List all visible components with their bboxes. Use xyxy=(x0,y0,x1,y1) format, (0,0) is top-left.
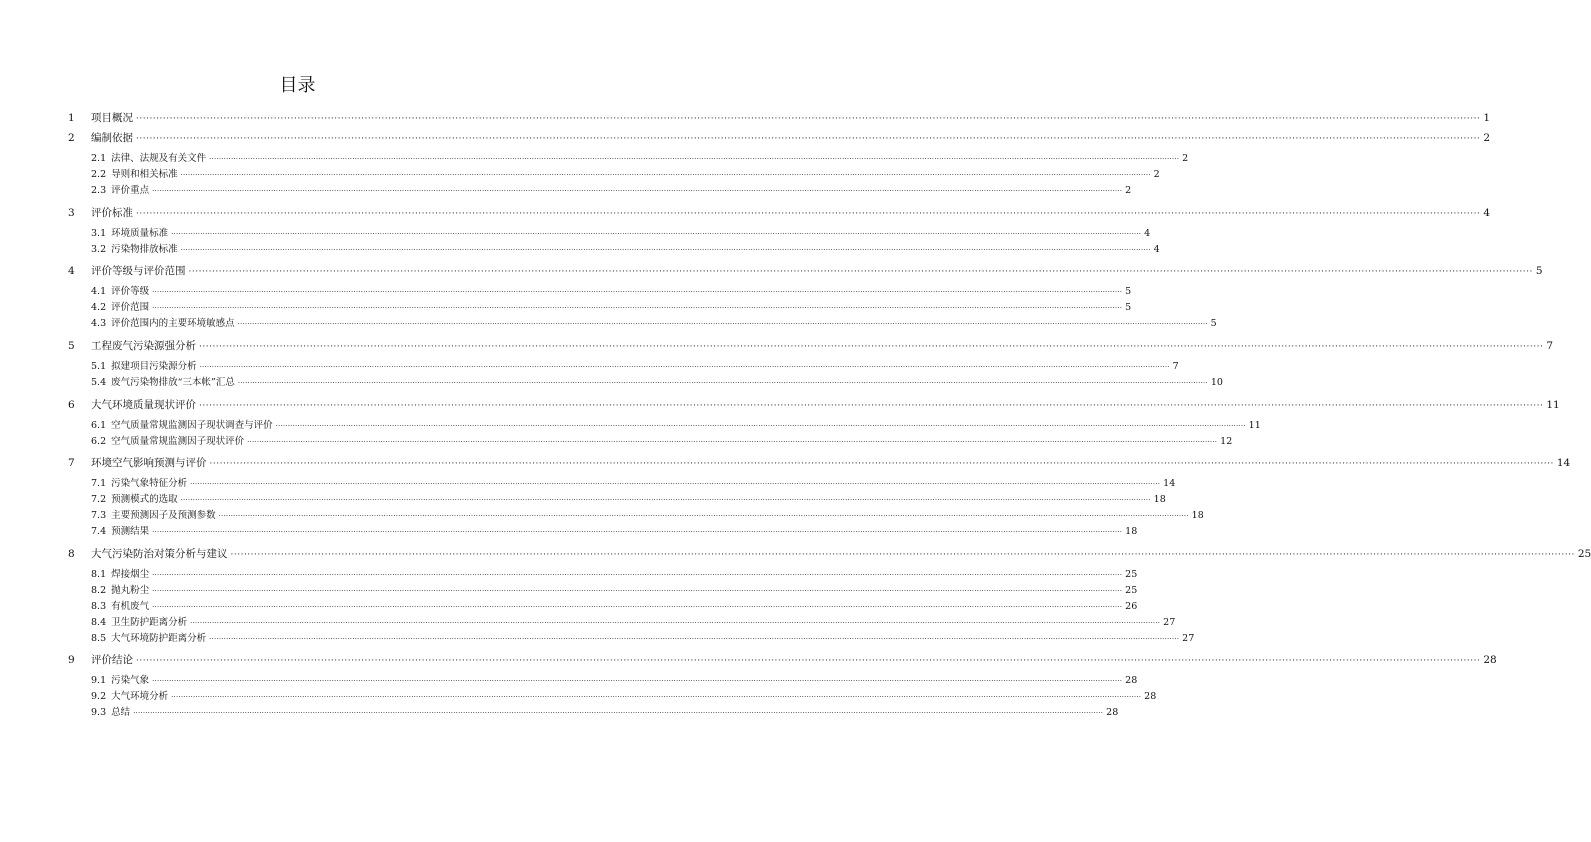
toc-entry-title: 工程废气污染源强分析 xyxy=(91,340,196,352)
toc-entry-title: 有机废气 xyxy=(111,601,150,612)
toc-entry-page-number: 4 xyxy=(1144,228,1151,239)
toc-entry-title: 导则和相关标准 xyxy=(111,169,178,180)
page-title: 目录 xyxy=(279,75,316,96)
toc-dot-leader: ················································································································································································································································································································································································································ xyxy=(152,187,1123,195)
toc-entry-page-number: 5 xyxy=(1125,286,1132,297)
toc-entry-page-number: 2 xyxy=(1153,169,1160,180)
toc-entry-title: 焊接烟尘 xyxy=(111,569,150,580)
toc-dot-leader: ················································································································································································································································································································································································································ xyxy=(209,635,1180,643)
toc-dot-leader: ················································································································································································································································································································································································································ xyxy=(152,571,1123,579)
toc-entry-title: 大气环境防护距离分析 xyxy=(111,633,207,644)
toc-entry-page-number: 5 xyxy=(1210,318,1217,329)
toc-section-entry[interactable] xyxy=(91,616,1176,630)
toc-entry-number: 2 xyxy=(68,132,75,144)
toc-entry-page-number: 11 xyxy=(1546,399,1560,411)
toc-entry-title: 评价结论 xyxy=(91,654,133,666)
toc-section-entry[interactable] xyxy=(91,168,1160,182)
toc-entry-page-number: 26 xyxy=(1125,601,1138,612)
toc-section-entry[interactable] xyxy=(91,317,1217,331)
toc-entry-title: 评价标准 xyxy=(91,207,133,219)
toc-section-entry[interactable] xyxy=(91,690,1157,704)
toc-section-entry[interactable] xyxy=(91,477,1176,491)
toc-entry-page-number: 27 xyxy=(1182,633,1195,644)
toc-entry-number: 8.1 xyxy=(91,569,107,580)
toc-entry-page-number: 11 xyxy=(1248,420,1261,431)
toc-dot-leader: ················································································································································································································································································································································································································ xyxy=(152,587,1123,595)
toc-section-entry[interactable] xyxy=(91,184,1132,198)
toc-entry-title: 大气污染防治对策分析与建议 xyxy=(91,548,228,560)
toc-dot-leader: ················································································································································································································································································································································································································ xyxy=(136,656,1481,666)
toc-entry-number: 8.3 xyxy=(91,601,107,612)
toc-section-entry[interactable] xyxy=(91,152,1189,166)
toc-section-entry[interactable] xyxy=(91,243,1160,257)
toc-section-entry[interactable] xyxy=(91,525,1138,539)
toc-entry-title: 卫生防护距离分析 xyxy=(111,617,188,628)
toc-entry-page-number: 18 xyxy=(1153,494,1166,505)
toc-dot-leader: ················································································································································································································································································································································································································ xyxy=(218,512,1189,520)
toc-dot-leader: ················································································································································································································································································································································································································ xyxy=(247,438,1218,446)
toc-entry-number: 5 xyxy=(68,340,75,352)
toc-entry-page-number: 25 xyxy=(1577,548,1591,560)
toc-entry-title: 环境质量标准 xyxy=(111,228,169,239)
toc-entry-page-number: 12 xyxy=(1220,436,1233,447)
toc-dot-leader: ················································································································································································································································································································································································································ xyxy=(152,528,1123,536)
toc-entry-number: 5.4 xyxy=(91,377,107,388)
toc-entry-page-number: 27 xyxy=(1163,617,1176,628)
toc-entry-number: 7.3 xyxy=(91,510,107,521)
toc-entry-page-number: 5 xyxy=(1535,265,1543,277)
toc-dot-leader: ················································································································································································································································································································································································································ xyxy=(136,114,1481,124)
toc-entry-page-number: 28 xyxy=(1106,707,1119,718)
toc-entry-page-number: 10 xyxy=(1210,377,1223,388)
toc-dot-leader: ················································································································································································································································································································································································································ xyxy=(152,288,1123,296)
toc-entry-number: 3.1 xyxy=(91,228,107,239)
toc-entry-number: 8.5 xyxy=(91,633,107,644)
toc-entry-number: 6.2 xyxy=(91,436,107,447)
toc-entry-number: 9.1 xyxy=(91,675,107,686)
toc-section-entry[interactable] xyxy=(91,360,1179,374)
toc-entry-title: 法律、法规及有关文件 xyxy=(111,153,207,164)
toc-dot-leader: ················································································································································································································································································································································································································ xyxy=(171,693,1142,701)
toc-entry-page-number: 25 xyxy=(1125,585,1138,596)
toc-entry-page-number: 14 xyxy=(1163,478,1176,489)
toc-section-entry[interactable] xyxy=(91,568,1138,582)
toc-entry-page-number: 28 xyxy=(1483,654,1497,666)
toc-section-entry[interactable] xyxy=(91,301,1132,315)
toc-entry-title: 拟建项目污染源分析 xyxy=(111,361,197,372)
toc-dot-leader: ················································································································································································································································································································································································································ xyxy=(152,304,1123,312)
toc-entry-title: 预测模式的选取 xyxy=(111,494,178,505)
toc-entry-number: 4.3 xyxy=(91,318,107,329)
toc-dot-leader: ················································································································································································································································································································································································································ xyxy=(209,459,1554,469)
toc-entry-page-number: 25 xyxy=(1125,569,1138,580)
toc-entry-title: 空气质量常规监测因子现状调查与评价 xyxy=(111,420,273,431)
toc-entry-title: 主要预测因子及预测参数 xyxy=(111,510,216,521)
toc-entry-page-number: 5 xyxy=(1125,302,1132,313)
toc-entry-title: 总结 xyxy=(111,707,131,718)
toc-dot-leader: ················································································································································································································································································································································································································ xyxy=(136,134,1481,144)
toc-section-entry[interactable] xyxy=(91,227,1151,241)
toc-dot-leader: ················································································································································································································································································································································································································ xyxy=(180,496,1151,504)
toc-entry-page-number: 28 xyxy=(1144,691,1157,702)
toc-dot-leader: ················································································································································································································································································································································································································ xyxy=(237,320,1208,328)
toc-entry-page-number: 28 xyxy=(1125,675,1138,686)
toc-chapter-entry[interactable] xyxy=(68,456,1571,471)
toc-dot-leader: ················································································································································································································································································································································································································ xyxy=(180,171,1151,179)
toc-entry-number: 7.1 xyxy=(91,478,107,489)
toc-entry-number: 8.4 xyxy=(91,617,107,628)
toc-entry-title: 污染气象 xyxy=(111,675,150,686)
toc-section-entry[interactable] xyxy=(91,376,1223,390)
toc-chapter-entry[interactable] xyxy=(68,653,1497,668)
toc-entry-number: 5.1 xyxy=(91,361,107,372)
toc-dot-leader: ················································································································································································································································································································································································································ xyxy=(199,342,1544,352)
toc-entry-title: 评价范围内的主要环境敏感点 xyxy=(111,318,235,329)
toc-chapter-entry[interactable] xyxy=(68,339,1554,354)
toc-dot-leader: ················································································································································································································································································································································································································ xyxy=(152,677,1123,685)
toc-entry-title: 大气环境分析 xyxy=(111,691,169,702)
toc-dot-leader: ················································································································································································································································································································································································································ xyxy=(190,619,1161,627)
toc-chapter-entry[interactable] xyxy=(68,398,1560,413)
toc-chapter-entry[interactable] xyxy=(68,547,1591,562)
toc-entry-page-number: 7 xyxy=(1172,361,1179,372)
toc-entry-title: 废气污染物排放“三本帐”汇总 xyxy=(111,377,235,388)
toc-entry-number: 6.1 xyxy=(91,420,107,431)
toc-entry-number: 4.2 xyxy=(91,302,107,313)
toc-section-entry[interactable] xyxy=(91,435,1233,449)
toc-entry-number: 3 xyxy=(68,207,75,219)
toc-entry-page-number: 18 xyxy=(1191,510,1204,521)
toc-entry-number: 2.1 xyxy=(91,153,107,164)
toc-entry-number: 9 xyxy=(68,654,75,666)
toc-entry-number: 7.2 xyxy=(91,494,107,505)
toc-entry-page-number: 4 xyxy=(1483,207,1491,219)
toc-section-entry[interactable] xyxy=(91,584,1138,598)
toc-dot-leader: ················································································································································································································································································································································································································ xyxy=(199,363,1170,371)
toc-entry-title: 项目概况 xyxy=(91,112,133,124)
toc-entry-title: 污染气象特征分析 xyxy=(111,478,188,489)
toc-dot-leader: ················································································································································································································································································································································································································ xyxy=(275,422,1246,430)
toc-entry-title: 评价等级与评价范围 xyxy=(91,265,186,277)
toc-dot-leader: ················································································································································································································································································································································································································ xyxy=(190,480,1161,488)
toc-entry-title: 编制依据 xyxy=(91,132,133,144)
toc-entry-page-number: 18 xyxy=(1125,526,1138,537)
toc-entry-title: 评价范围 xyxy=(111,302,150,313)
toc-entry-number: 8.2 xyxy=(91,585,107,596)
toc-entry-title: 环境空气影响预测与评价 xyxy=(91,457,207,469)
toc-entry-page-number: 2 xyxy=(1483,132,1491,144)
toc-dot-leader: ················································································································································································································································································································································································································ xyxy=(237,379,1208,387)
toc-chapter-entry[interactable] xyxy=(68,206,1491,221)
toc-chapter-entry[interactable] xyxy=(68,111,1491,126)
toc-entry-title: 大气环境质量现状评价 xyxy=(91,399,196,411)
toc-entry-number: 6 xyxy=(68,399,75,411)
toc-section-entry[interactable] xyxy=(91,674,1138,688)
toc-entry-title: 抛丸粉尘 xyxy=(111,585,150,596)
toc-entry-number: 7 xyxy=(68,457,75,469)
toc-dot-leader: ················································································································································································································································································································································································································ xyxy=(188,267,1533,277)
toc-entry-number: 1 xyxy=(68,112,75,124)
toc-entry-number: 9.2 xyxy=(91,691,107,702)
toc-entry-page-number: 7 xyxy=(1546,340,1554,352)
toc-entry-page-number: 4 xyxy=(1153,244,1160,255)
toc-section-entry[interactable] xyxy=(91,632,1195,646)
toc-section-entry[interactable] xyxy=(91,509,1204,523)
toc-entry-page-number: 1 xyxy=(1483,112,1491,124)
toc-entry-number: 2.2 xyxy=(91,169,107,180)
toc-section-entry[interactable] xyxy=(91,706,1119,720)
toc-dot-leader: ················································································································································································································································································································································································································ xyxy=(152,603,1123,611)
toc-section-entry[interactable] xyxy=(91,419,1261,433)
toc-entry-page-number: 2 xyxy=(1125,185,1132,196)
toc-dot-leader: ················································································································································································································································································································································································································ xyxy=(171,230,1142,238)
toc-chapter-entry[interactable] xyxy=(68,264,1543,279)
toc-entry-title: 预测结果 xyxy=(111,526,150,537)
toc-entry-title: 空气质量常规监测因子现状评价 xyxy=(111,436,245,447)
toc-section-entry[interactable] xyxy=(91,600,1138,614)
toc-entry-number: 2.3 xyxy=(91,185,107,196)
toc-dot-leader: ················································································································································································································································································································································································································ xyxy=(136,209,1481,219)
toc-dot-leader: ················································································································································································································································································································································································································ xyxy=(199,401,1544,411)
toc-dot-leader: ················································································································································································································································································································································································································ xyxy=(209,155,1180,163)
toc-entry-page-number: 2 xyxy=(1182,153,1189,164)
toc-entry-page-number: 14 xyxy=(1556,457,1571,469)
toc-entry-number: 4.1 xyxy=(91,286,107,297)
toc-dot-leader: ················································································································································································································································································································································································································ xyxy=(180,246,1151,254)
toc-entry-number: 7.4 xyxy=(91,526,107,537)
toc-dot-leader: ················································································································································································································································································································································································································ xyxy=(133,709,1104,717)
toc-entry-number: 3.2 xyxy=(91,244,107,255)
toc-entry-title: 评价重点 xyxy=(111,185,150,196)
toc-entry-title: 评价等级 xyxy=(111,286,150,297)
toc-entry-title: 污染物排放标准 xyxy=(111,244,178,255)
toc-chapter-entry[interactable] xyxy=(68,131,1491,146)
toc-dot-leader: ················································································································································································································································································································································································································ xyxy=(230,550,1575,560)
toc-entry-number: 8 xyxy=(68,548,75,560)
toc-entry-number: 4 xyxy=(68,265,75,277)
toc-section-entry[interactable] xyxy=(91,285,1132,299)
toc-section-entry[interactable] xyxy=(91,493,1166,507)
toc-entry-number: 9.3 xyxy=(91,707,107,718)
